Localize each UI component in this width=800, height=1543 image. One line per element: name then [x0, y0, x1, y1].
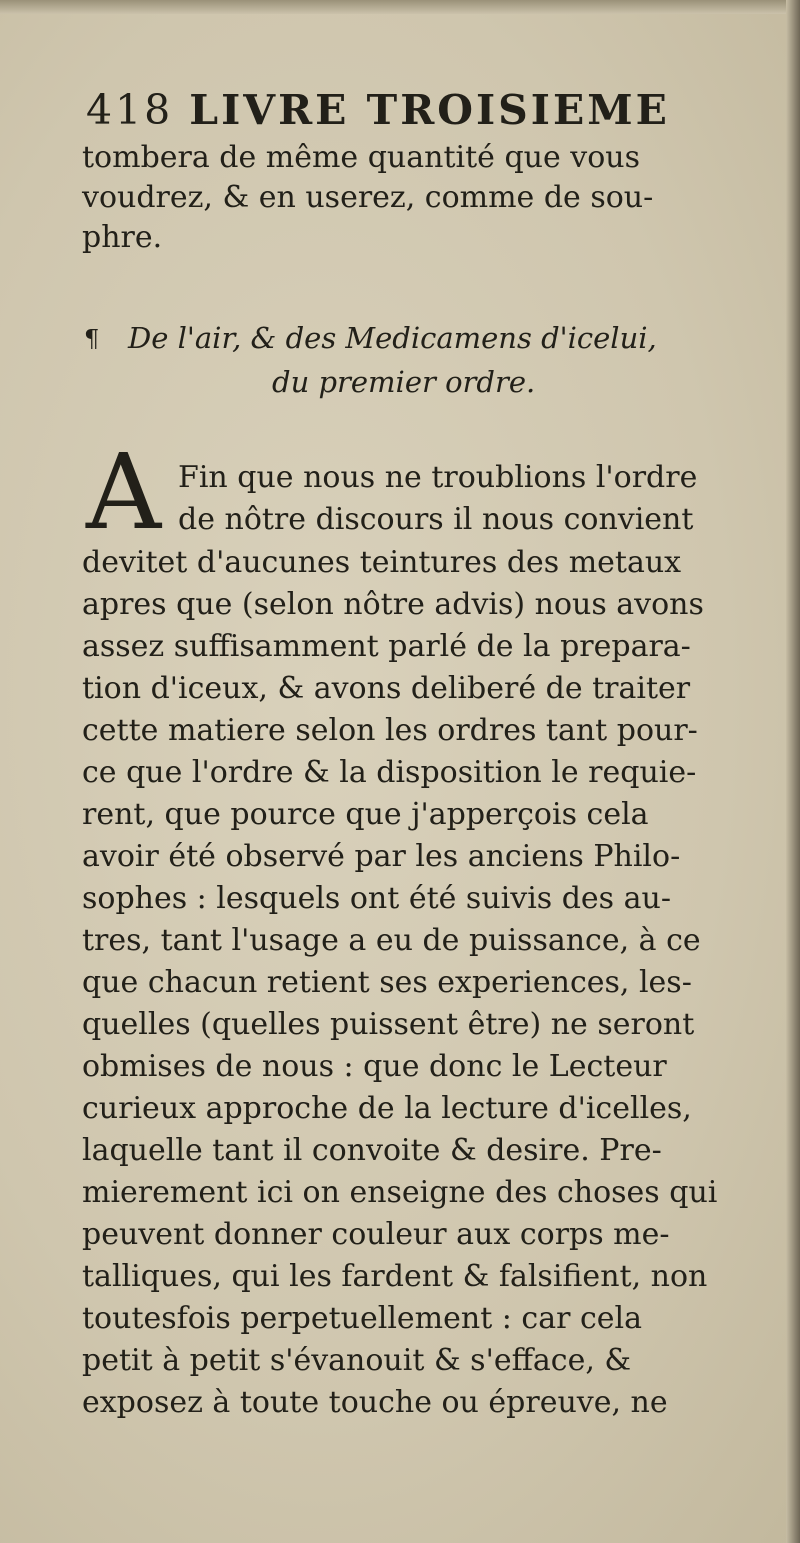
body-line: quelles (quelles puissent être) ne seront [82, 1007, 695, 1042]
body-line: apres que (selon nôtre advis) nous avons [82, 587, 704, 622]
body-line: tres, tant l'usage a eu de puissance, à ce [82, 923, 701, 958]
body-line: avoir été observé par les anciens Philo- [82, 839, 681, 874]
body-line: ce que l'ordre & la disposition le requie- [82, 755, 697, 790]
page-number: 418 [86, 86, 174, 134]
body-line: obmises de nous : que donc le Lecteur [82, 1049, 667, 1084]
body-line: que chacun retient ses experiences, les- [82, 965, 692, 1000]
body-line: talliques, qui les fardent & falsifient, non [82, 1259, 708, 1294]
section-heading-line: De l'air, & des Medicamens d'icelui, [128, 321, 657, 355]
section-marker: ¶ [84, 325, 100, 353]
drop-cap: A [86, 431, 162, 553]
page-gutter-shadow [786, 0, 800, 1543]
section-heading-line: du premier ordre. [272, 365, 536, 399]
running-title: LIVRE TROISIEME [189, 86, 670, 134]
body-line: rent, que pource que j'apperçois cela [82, 797, 649, 832]
page-top-edge [0, 0, 800, 14]
body-line: devitet d'aucunes teintures des metaux [82, 545, 682, 580]
body-line: cette matiere selon les ordres tant pour- [82, 713, 698, 748]
body-line: petit à petit s'évanouit & s'efface, & [82, 1343, 632, 1378]
body-line: Fin que nous ne troublions l'ordre [178, 460, 698, 495]
body-line: tion d'iceux, & avons deliberé de traiter [82, 671, 691, 706]
body-line: assez suffisamment parlé de la prepara- [82, 629, 691, 664]
body-line: peuvent donner couleur aux corps me- [82, 1217, 670, 1252]
body-line: exposez à toute touche ou épreuve, ne [82, 1385, 668, 1420]
body-line: de nôtre discours il nous convient [178, 502, 694, 537]
body-line: sophes : lesquels ont été suivis des au- [82, 881, 671, 916]
intro-line: voudrez, & en userez, comme de sou- [82, 180, 654, 215]
body-line: toutesfois perpetuellement : car cela [82, 1301, 643, 1336]
body-line: curieux approche de la lecture d'icelles, [82, 1091, 692, 1126]
body-line: laquelle tant il convoite & desire. Pre- [82, 1133, 662, 1168]
body-line: mierement ici on enseigne des choses qui [82, 1175, 718, 1210]
intro-line: phre. [82, 220, 163, 255]
intro-line: tombera de même quantité que vous [82, 140, 640, 175]
running-header [86, 86, 706, 146]
